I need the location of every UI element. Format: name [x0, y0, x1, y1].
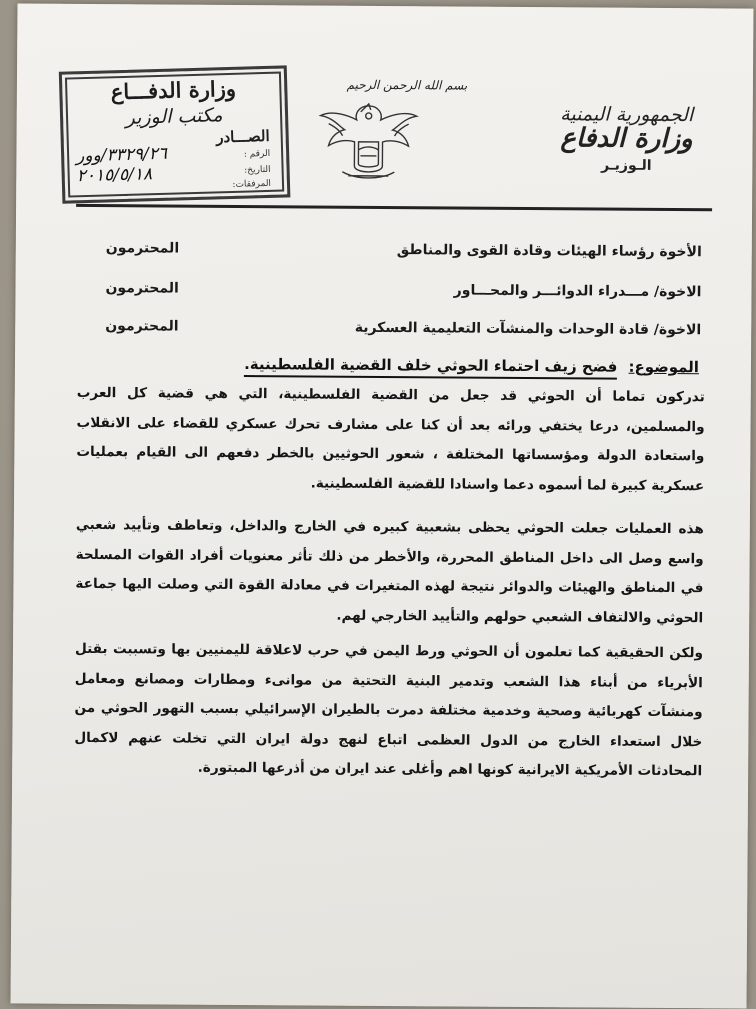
- stamp-ministry: وزارة الدفـــاع: [110, 75, 237, 105]
- body-paragraph: ولكن الحقيقية كما تعلمون أن الحوثي ورط اليمن في حرب لاعلاقة لليمنيين بها وتسببت بقتل الأبرياء من أبناء هذا الشعب وتدمير البنية التحتية من موانىء ومطارات ومصانع ومعامل ومنشآت كهربائية وصحية وخدمية مختلفة دمرت بالطيران الإسرائيلي بسبب التهور الحوثي من خلال استعداء الخارج من الدول العظمى اتباع لنهج دولة ايران التي تخلت عنهم لاكمال المحادثات الأمريكية الايرانية كونها اهم وأغلى عند ايران من أذرعها المبتورة.: [74, 640, 704, 780]
- stamp-date-label: التاريخ:: [244, 164, 271, 176]
- ministry-name: وزارة الدفاع: [560, 123, 693, 155]
- country-name: الجمهورية اليمنية: [560, 103, 694, 127]
- document-page: [11, 3, 754, 1008]
- recipient-to: الاخوة/ مـــدراء الدوائـــر والمحـــاور: [453, 282, 702, 301]
- recipient-line-2: [105, 280, 702, 301]
- stamp-date-value: ٢٠١٥/٥/١٨: [76, 164, 153, 187]
- outgoing-stamp: [59, 65, 291, 203]
- recipient-honorific: المحترمون: [105, 318, 179, 335]
- recipient-line-1: [105, 240, 702, 261]
- letter-body: [74, 379, 705, 793]
- letterhead: [526, 103, 726, 174]
- stamp-attachments-label: المرفقات:: [232, 178, 272, 190]
- body-paragraph: تدركون تماما أن الحوثي قد جعل من القضية الفلسطينية، التي هي قضية كل العرب والمسلمين، درعا يختفي ورائه بعد أن كنا على مشارف تحرك عسكري للقضاء على الانقلاب واستعادة الدولة ومؤسساتها المختلفة ، شعور الحوثيين بالخطر دفعهم الى القيام بعمليات عسكرية كبيرة لما أسموه دعما واسنادا للقضية الفلسطينية.: [76, 384, 705, 494]
- subject-line: [244, 355, 699, 376]
- stamp-outgoing: الصـــادر: [215, 126, 270, 147]
- stamp-number-value: ٣٣٢٩/٢٦/وور: [75, 143, 168, 167]
- subject-label: الموضوع:: [628, 357, 700, 377]
- stamp-office: مكتب الوزير: [125, 104, 223, 129]
- header-divider: [76, 204, 712, 211]
- recipient-to: الأخوة رؤساء الهيئات وقادة القوى والمناطق: [396, 242, 702, 261]
- recipient-to: الاخوة/ قادة الوحدات والمنشآت التعليمية العسكرية: [354, 319, 702, 339]
- body-paragraph: هذه العمليات جعلت الحوثي يحظى بشعبية كبيره في الخارج والداخل، وتعاطف وتأييد شعبي واسع وصل الى داخل المناطق المحررة، والأخطر من ذلك تأثر معنويات أفراد القوات المسلحة في المناطق والهيئات والدوائر نتيجة لهذه المتغيرات في معادلة القوة التي وصلت اليها جماعة الحوثي والالتفاف الشعبي حولهم والتأييد الخارجي لهم.: [75, 516, 704, 626]
- eagle-emblem-icon: [308, 75, 429, 196]
- recipient-line-3: [105, 318, 702, 339]
- stamp-number-label: الرقم :: [243, 148, 271, 160]
- basmala: بسم الله الرحمن الرحيم: [346, 77, 468, 93]
- recipient-honorific: المحترمون: [105, 280, 179, 297]
- office-name: الـوزيـر: [601, 157, 652, 174]
- subject-text: فضح زيف احتماء الحوثي خلف القضية الفلسطينية.: [244, 355, 617, 380]
- recipient-honorific: المحترمون: [105, 240, 180, 257]
